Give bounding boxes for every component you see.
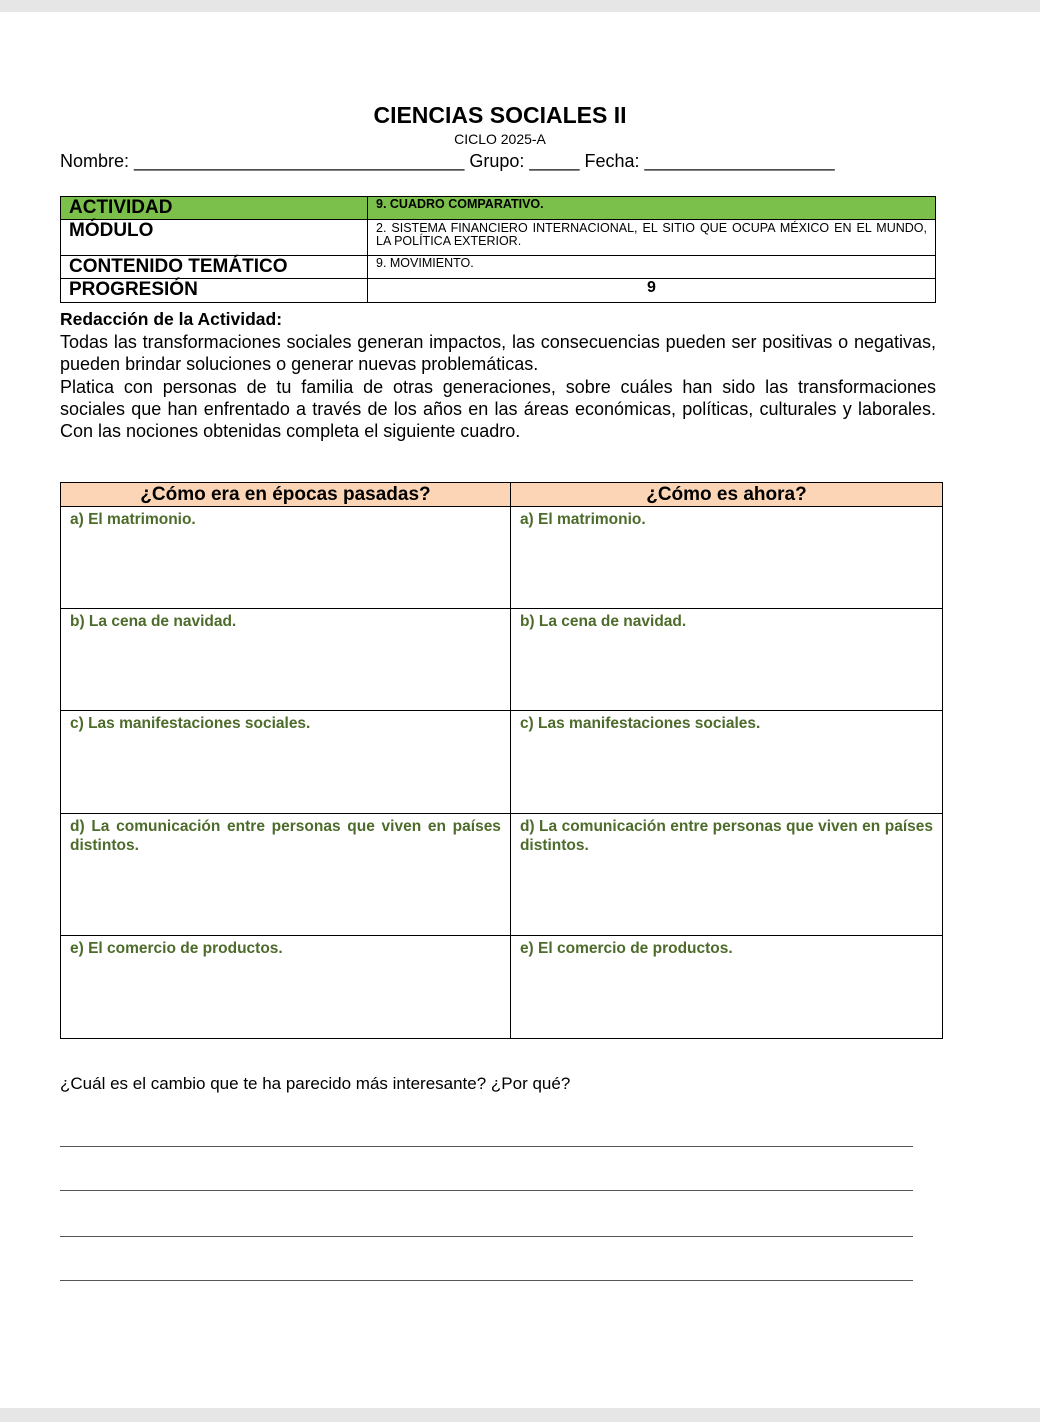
comparison-table — [60, 482, 943, 1039]
info-label: ACTIVIDAD — [61, 197, 368, 220]
activity-paragraph-2: Platica con personas de tu familia de otras generaciones, sobre cuáles han sido las transformaciones sociales que han enfrentado a través de los años en las áreas económicas, políticas, culturales y laborales. Con las nociones obtenidas completa el siguiente cuadro. — [60, 377, 936, 441]
info-label: CONTENIDO TEMÁTICO — [61, 256, 368, 279]
comparison-row — [61, 814, 943, 936]
info-value: 2. SISTEMA FINANCIERO INTERNACIONAL, EL SITIO QUE OCUPA MÉXICO EN EL MUNDO, LA POLÍTICA EXTERIOR. — [368, 220, 936, 256]
document-title: CIENCIAS SOCIALES II — [373, 102, 627, 128]
answer-line[interactable] — [60, 1280, 913, 1281]
comparison-row — [61, 609, 943, 711]
comparison-row — [61, 507, 943, 609]
cell-past[interactable]: d) La comunicación entre personas que viven en países distintos. — [61, 814, 511, 936]
activity-paragraph-1: Todas las transformaciones sociales generan impactos, las consecuencias pueden ser positivas o negativas, pueden brindar soluciones o generar nuevas problemáticas. — [60, 332, 936, 374]
cell-past[interactable]: a) El matrimonio. — [61, 507, 511, 609]
answer-line[interactable] — [60, 1190, 913, 1191]
info-row-contenido — [61, 256, 936, 279]
comparison-row — [61, 711, 943, 814]
cell-past[interactable]: e) El comercio de productos. — [61, 936, 511, 1039]
answer-line[interactable] — [60, 1146, 913, 1147]
cell-now[interactable]: d) La comunicación entre personas que viven en países distintos. — [510, 814, 942, 936]
info-row-modulo — [61, 220, 936, 256]
comparison-row — [61, 936, 943, 1039]
info-label: PROGRESIÓN — [61, 279, 368, 303]
activity-heading: Redacción de la Actividad: — [60, 309, 283, 329]
student-info-line: Nombre: _________________________________ Grupo: _____ Fecha: ___________________ — [60, 151, 835, 171]
info-row-progresion — [61, 279, 936, 303]
document-subtitle: CICLO 2025-A — [454, 131, 546, 147]
answer-line[interactable] — [60, 1236, 913, 1237]
column-header-now: ¿Cómo es ahora? — [510, 483, 942, 507]
activity-info-table — [60, 196, 936, 303]
info-label: MÓDULO — [61, 220, 368, 256]
cell-now[interactable]: a) El matrimonio. — [510, 507, 942, 609]
cell-now[interactable]: e) El comercio de productos. — [510, 936, 942, 1039]
cell-now[interactable]: c) Las manifestaciones sociales. — [510, 711, 942, 814]
column-header-past: ¿Cómo era en épocas pasadas? — [61, 483, 511, 507]
info-value: 9 — [368, 279, 936, 303]
closing-question: ¿Cuál es el cambio que te ha parecido más interesante? ¿Por qué? — [60, 1074, 571, 1093]
cell-past[interactable]: b) La cena de navidad. — [61, 609, 511, 711]
comparison-header-row — [61, 483, 943, 507]
cell-past[interactable]: c) Las manifestaciones sociales. — [61, 711, 511, 814]
info-value: 9. MOVIMIENTO. — [368, 256, 936, 279]
info-value: 9. CUADRO COMPARATIVO. — [368, 197, 936, 220]
cell-now[interactable]: b) La cena de navidad. — [510, 609, 942, 711]
info-row-actividad — [61, 197, 936, 220]
